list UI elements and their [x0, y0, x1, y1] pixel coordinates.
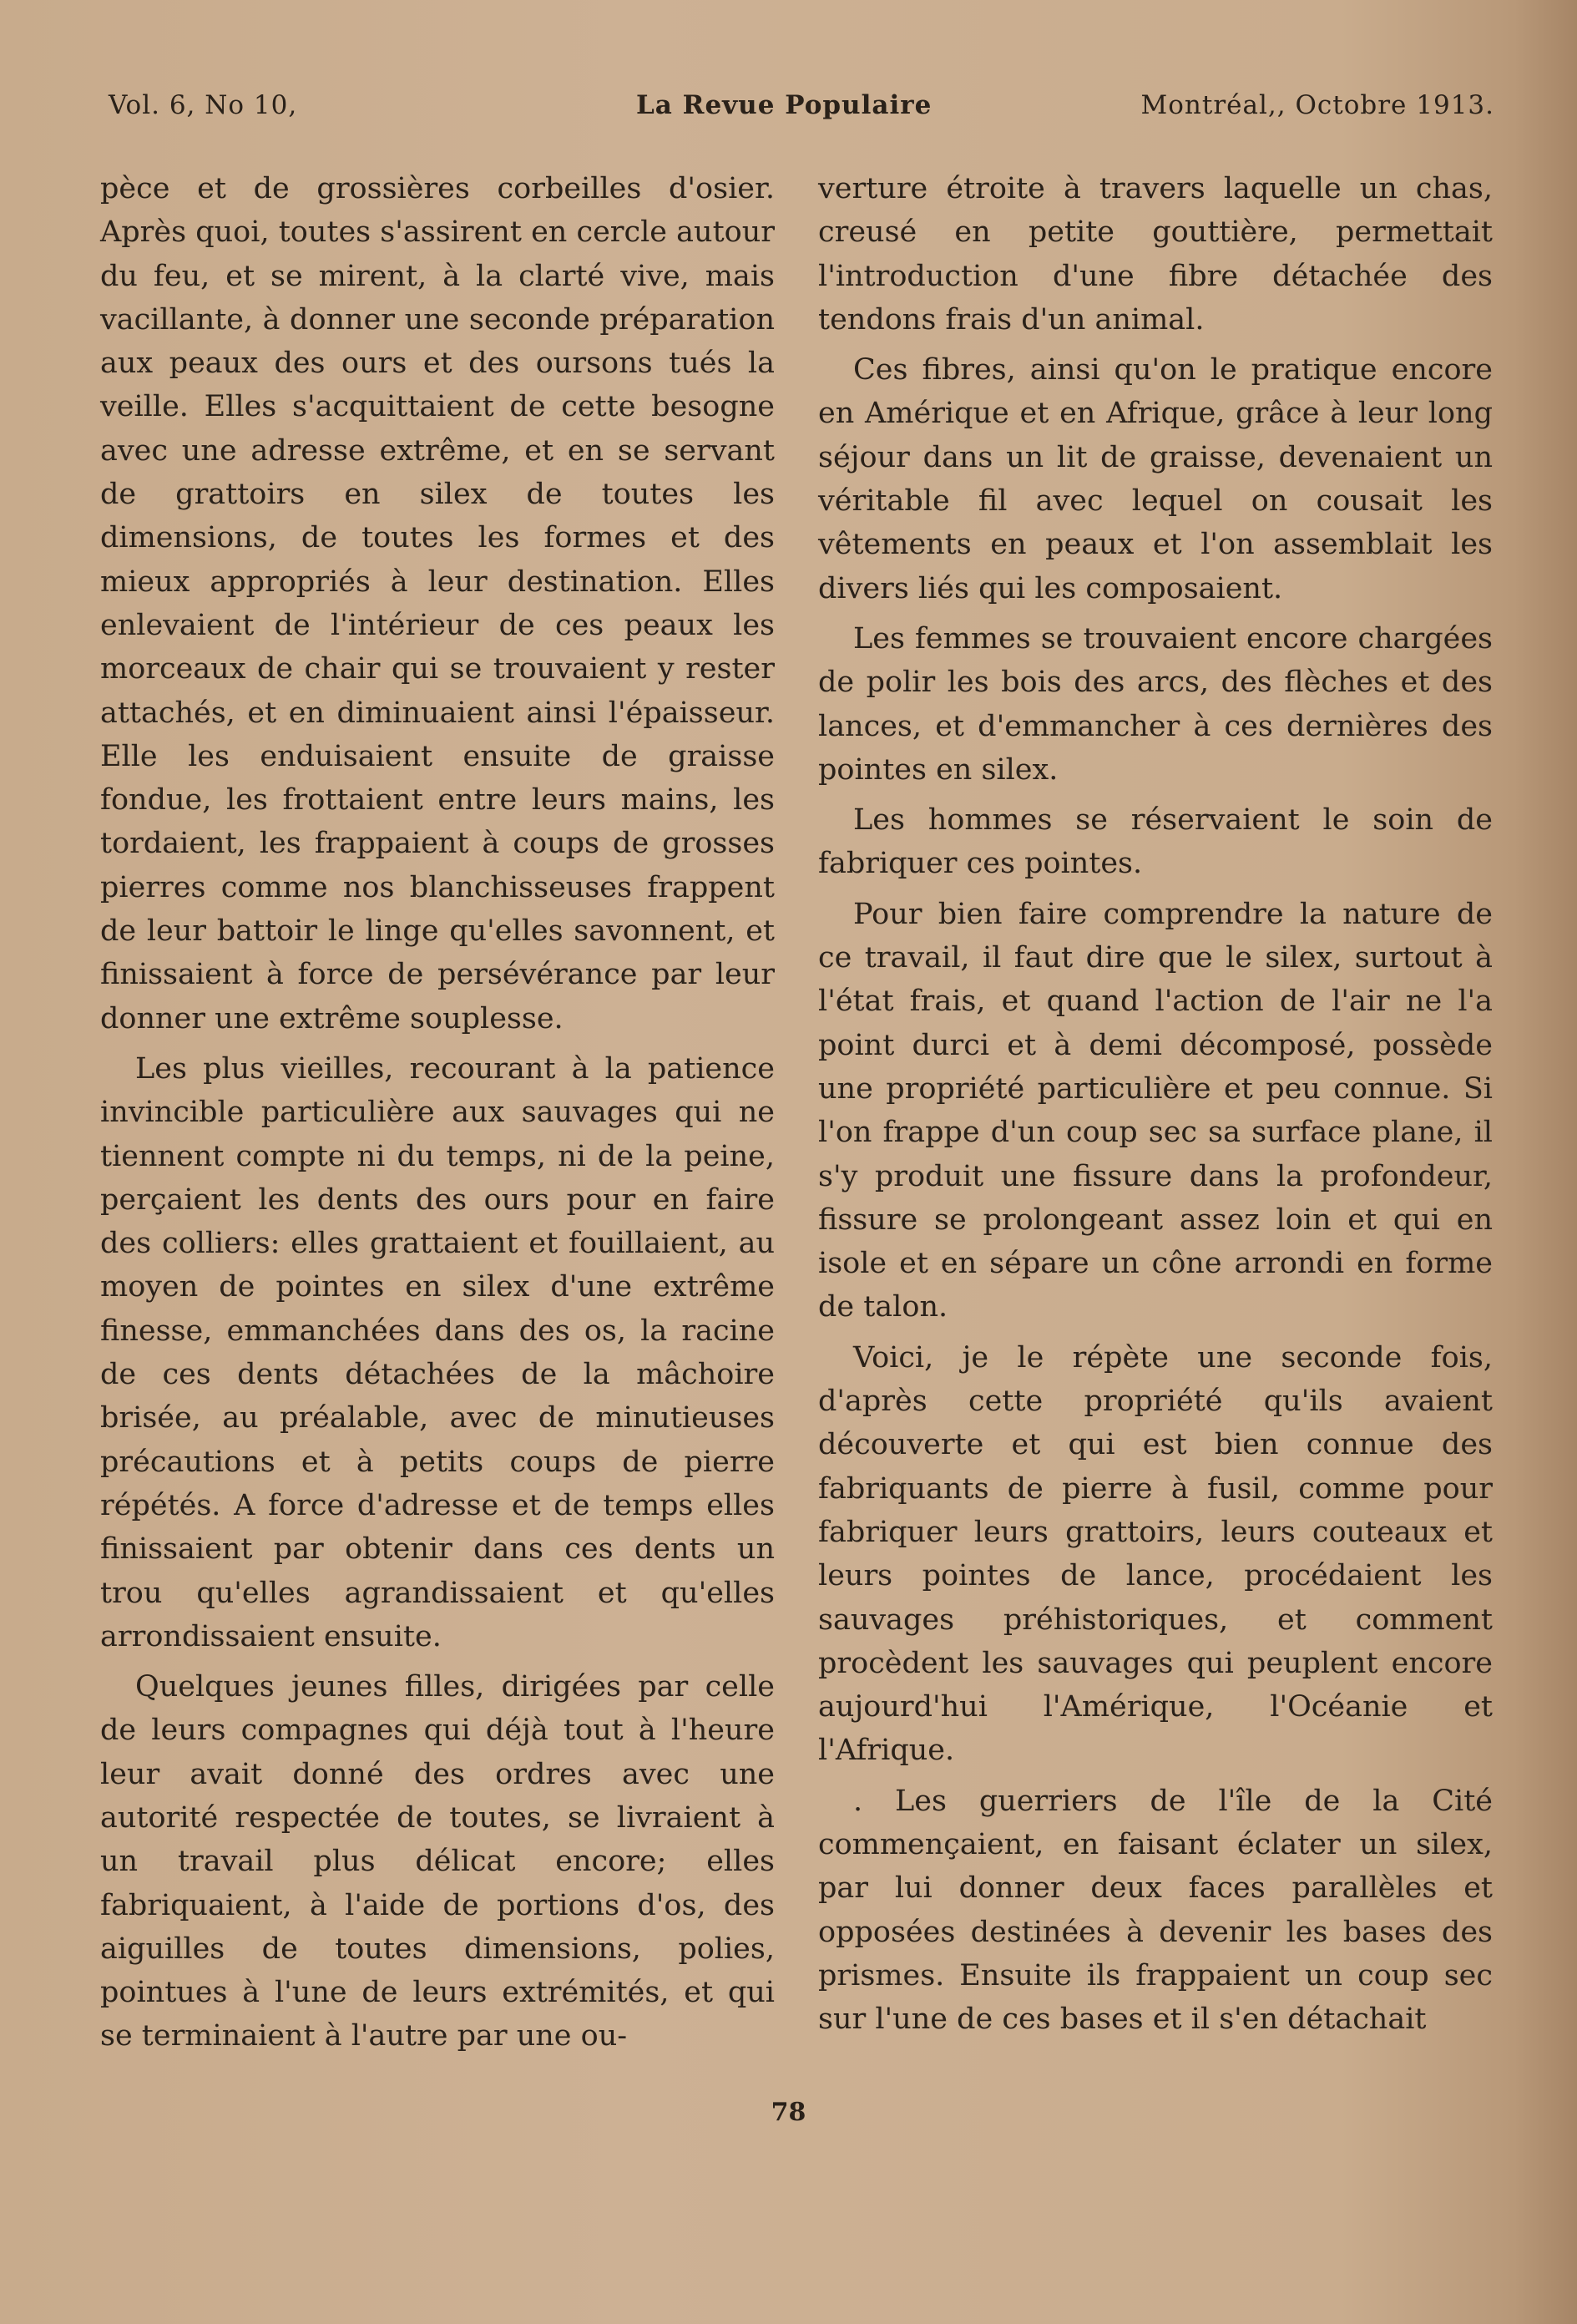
paragraph: Les plus vieilles, recourant à la patience invincible particulière aux sauvages qui ne tiennent compte ni du temps, ni de la peine, perçaient les dents des ours pour en faire des colliers: elles grattaient et fouillaient, au moyen de pointes en silex d'une extrême finesse, emmanchées dans des os, la racine de ces dents détachées de la mâchoire brisée, au préalable, avec de minutieuses précautions et à petits coups de pierre répétés. A force d'adresse et de temps elles finissaient par obtenir dans ces dents un trou qu'elles agrandissaient et qu'elles arrondissaient ensuite.: [100, 1051, 775, 1653]
paragraph: Quelques jeunes filles, dirigées par celle de leurs compagnes qui déjà tout à l'heure leur avait donné des ordres avec une autorité respectée de toutes, se livraient à un travail plus délicat encore; elles fabriquaient, à l'aide de portions d'os, des aiguilles de toutes dimensions, polies, pointues à l'une de leurs extrémités, et qui se terminaient à l'autre par une ou-: [100, 1670, 775, 2053]
paragraph: verture étroite à travers laquelle un chas, creusé en petite gouttière, permettait l'introduction d'une fibre détachée des tendons frais d'un animal.: [818, 172, 1493, 337]
paragraph: Pour bien faire comprendre la nature de ce travail, il faut dire que le silex, surtout à l'état frais, et quand l'action de l'air ne l'a point durci et à demi décomposé, possède une propriété particulière et peu connue. Si l'on frappe d'un coup sec sa surface plane, il s'y produit une fissure dans la profondeur, fissure se prolongeant assez loin et qui en isole et en sépare un cône arrondi en forme de talon.: [818, 897, 1493, 1324]
left-column: [100, 167, 775, 2058]
volume-number: Vol. 6, No 10,: [109, 90, 298, 120]
paragraph: . Les guerriers de l'île de la Cité commençaient, en faisant éclater un silex, par lui donner deux faces parallèles et opposées destinées à devenir les bases des prismes. Ensuite ils frappaient un coup sec sur l'une de ces bases et il s'en détachait: [818, 1784, 1493, 2037]
paragraph: pèce et de grossières corbeilles d'osier. Après quoi, toutes s'assirent en cercle autour du feu, et se mirent, à la clarté vive, mais vacillante, à donner une seconde préparation aux peaux des ours et des oursons tués la veille. Elles s'acquittaient de cette besogne avec une adresse extrême, et en se servant de grattoirs en silex de toutes les dimensions, de toutes les formes et des mieux appropriés à leur destination. Elles enlevaient de l'intérieur de ces peaux les morceaux de chair qui se trouvaient y rester attachés, et en diminuaient ainsi l'épaisseur. Elle les enduisaient ensuite de graisse fondue, les frottaient entre leurs mains, les tordaient, les frappaient à coups de grosses pierres comme nos blanchisseuses frappent de leur battoir le linge qu'elles savonnent, et finissaient à force de persévérance par leur donner une extrême souplesse.: [100, 172, 775, 1035]
page-number: 78: [771, 2098, 806, 2127]
issue-date: Montréal,, Octobre 1913.: [1140, 90, 1494, 120]
paragraph: Ces fibres, ainsi qu'on le pratique encore en Amérique et en Afrique, grâce à leur long séjour dans un lit de graisse, devenaient un véritable fil avec lequel on cousait les vêtements en peaux et l'on assemblait les divers liés qui les composaient.: [818, 353, 1493, 605]
running-header: [109, 90, 1494, 132]
paragraph: Les femmes se trouvaient encore chargées de polir les bois des arcs, des flèches et des lances, et d'emmancher à ces dernières des pointes en silex.: [818, 621, 1493, 787]
paragraph: Voici, je le répète une seconde fois, d'après cette propriété qu'ils avaient découverte et qui est bien connue des fabriquants de pierre à fusil, comme pour fabriquer leurs grattoirs, leurs couteaux et leurs pointes de lance, procédaient les sauvages préhistoriques, et comment procèdent les sauvages qui peuplent encore aujourd'hui l'Amérique, l'Océanie et l'Afrique.: [818, 1340, 1493, 1768]
paragraph: Les hommes se réservaient le soin de fabriquer ces pointes.: [818, 803, 1493, 881]
magazine-title: La Revue Populaire: [636, 90, 933, 120]
right-column: [818, 167, 1493, 2041]
